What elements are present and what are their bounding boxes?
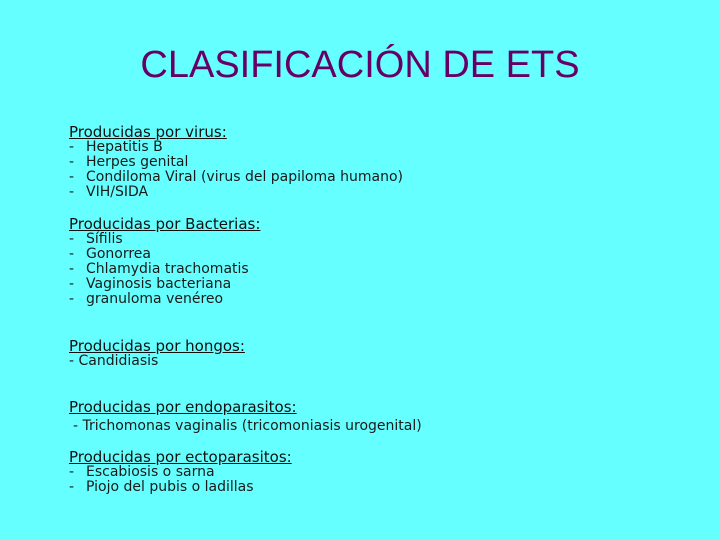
- bullet-dash: -: [69, 464, 75, 480]
- slide-title: [0, 44, 720, 87]
- bullet-dash: -: [69, 479, 75, 495]
- section-ectoparasitos: [69, 449, 292, 495]
- list-item: [69, 465, 292, 480]
- list-item: [69, 292, 260, 307]
- list-item: [69, 170, 403, 185]
- item-text: Escabiosis o sarna: [86, 464, 215, 480]
- bullet-dash: -: [69, 276, 75, 292]
- list-item: [69, 155, 403, 170]
- title-text: CLASIFICACIÓN DE ETS: [140, 44, 580, 86]
- list-item: [69, 277, 260, 292]
- section-virus: [69, 124, 403, 200]
- heading-endoparasitos: Producidas por endoparasitos:: [69, 398, 297, 416]
- item-text: granuloma venéreo: [86, 291, 224, 307]
- list-item: [69, 185, 403, 200]
- list-bacterias: [69, 232, 260, 307]
- heading-ectoparasitos: Producidas por ectoparasitos:: [69, 448, 292, 466]
- list-item: [69, 247, 260, 262]
- item-text: Gonorrea: [86, 246, 152, 262]
- item-text: Condiloma Viral (virus del papiloma humano): [86, 169, 404, 185]
- list-item: [69, 232, 260, 247]
- bullet-dash: -: [69, 154, 75, 170]
- bullet-dash: -: [69, 139, 75, 155]
- list-virus: [69, 140, 403, 200]
- section-endoparasitos: [69, 399, 422, 434]
- item-text: - Trichomonas vaginalis (tricomoniasis urogenital): [73, 418, 422, 434]
- item-text: VIH/SIDA: [86, 184, 149, 200]
- list-ectoparasitos: [69, 465, 292, 495]
- bullet-dash: -: [69, 261, 75, 277]
- heading-hongos: Producidas por hongos:: [69, 337, 245, 355]
- list-item: [69, 480, 292, 495]
- item-text: Piojo del pubis o ladillas: [86, 479, 254, 495]
- section-hongos: [69, 338, 245, 369]
- heading-bacterias: Producidas por Bacterias:: [69, 215, 261, 233]
- bullet-dash: -: [69, 231, 75, 247]
- item-text: Vaginosis bacteriana: [86, 276, 232, 292]
- list-item: [69, 262, 260, 277]
- item-text: Sífilis: [86, 231, 123, 247]
- bullet-dash: -: [69, 169, 75, 185]
- item-text: - Candidiasis: [69, 353, 159, 369]
- item-text: Chlamydia trachomatis: [86, 261, 249, 277]
- list-item: [69, 140, 403, 155]
- heading-virus: Producidas por virus:: [69, 123, 227, 141]
- item-text: Hepatitis B: [86, 139, 163, 155]
- section-bacterias: [69, 216, 260, 307]
- bullet-dash: -: [69, 184, 75, 200]
- bullet-dash: -: [69, 246, 75, 262]
- item-text: Herpes genital: [86, 154, 189, 170]
- bullet-dash: -: [69, 291, 75, 307]
